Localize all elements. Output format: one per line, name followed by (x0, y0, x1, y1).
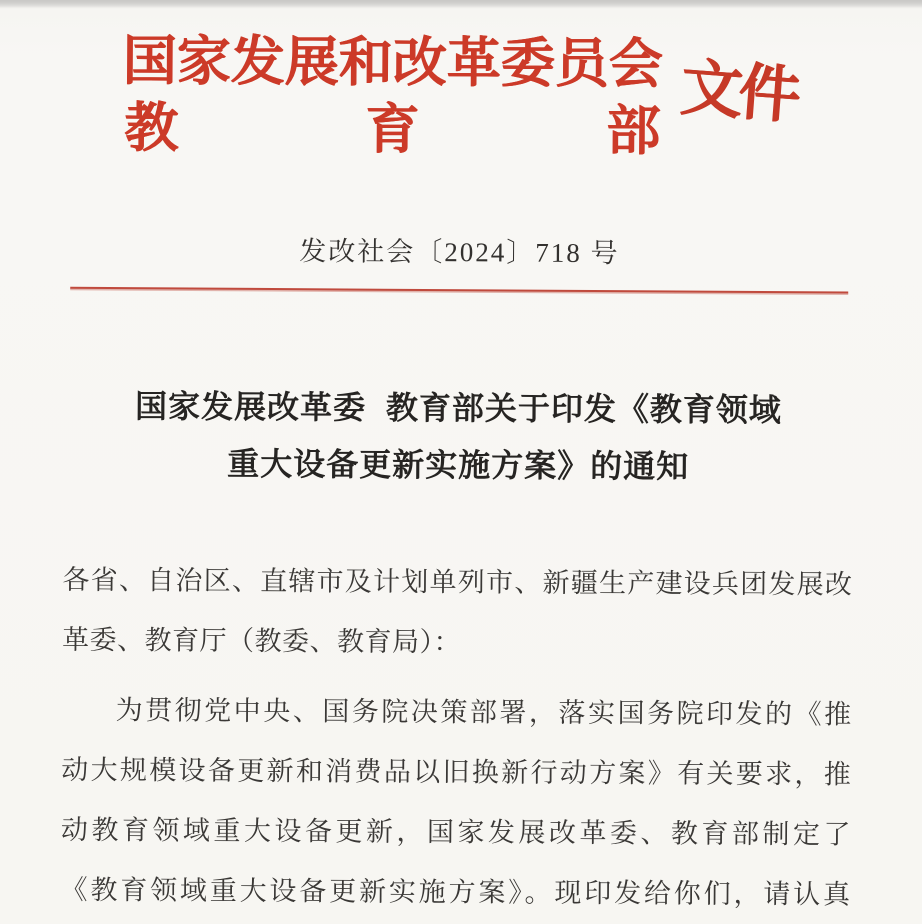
paragraph-line-1: 为贯彻党中央、国务院决策部署，落实国务院印发的《推 (115, 695, 852, 730)
doc-number: 发改社会〔2024〕718 号 (299, 236, 620, 269)
doc-title (0, 377, 920, 497)
doc-title-line-1: 国家发展改革委 教育部关于印发《教育领域 (134, 388, 783, 429)
paragraph-line-2: 动大规模设备更新和消费品以旧换新行动方案》有关要求，推 (61, 754, 852, 790)
issuing-agencies (122, 26, 663, 163)
ministry-char-1: 教 (124, 98, 179, 159)
salutation-line-1: 各省、自治区、直辖市及计划单列市、新疆生产建设兵团发展改 (62, 564, 853, 600)
doc-title-line-2: 重大设备更新实施方案》的通知 (227, 445, 690, 485)
paragraph-line-4: 《教育领域重大设备更新实施方案》。现印发给你们，请认真 (60, 874, 851, 910)
paragraph-line-3: 动教育领域重大设备更新，国家发展改革委、教育部制定了 (60, 814, 852, 850)
red-divider-rule (70, 287, 848, 294)
agency-name-ndrc: 国家发展和改革委员会 (122, 31, 663, 95)
agency-name-moe (122, 96, 662, 163)
doc-type-label: 文件 (678, 54, 799, 132)
body-paragraph (60, 680, 851, 924)
salutation-line-2: 革委、教育厅（教委、教育局）： (61, 624, 462, 658)
letterhead (122, 26, 922, 165)
ministry-char-2: 育 (365, 99, 420, 160)
doc-body (60, 550, 852, 924)
ministry-char-3: 部 (606, 101, 661, 162)
